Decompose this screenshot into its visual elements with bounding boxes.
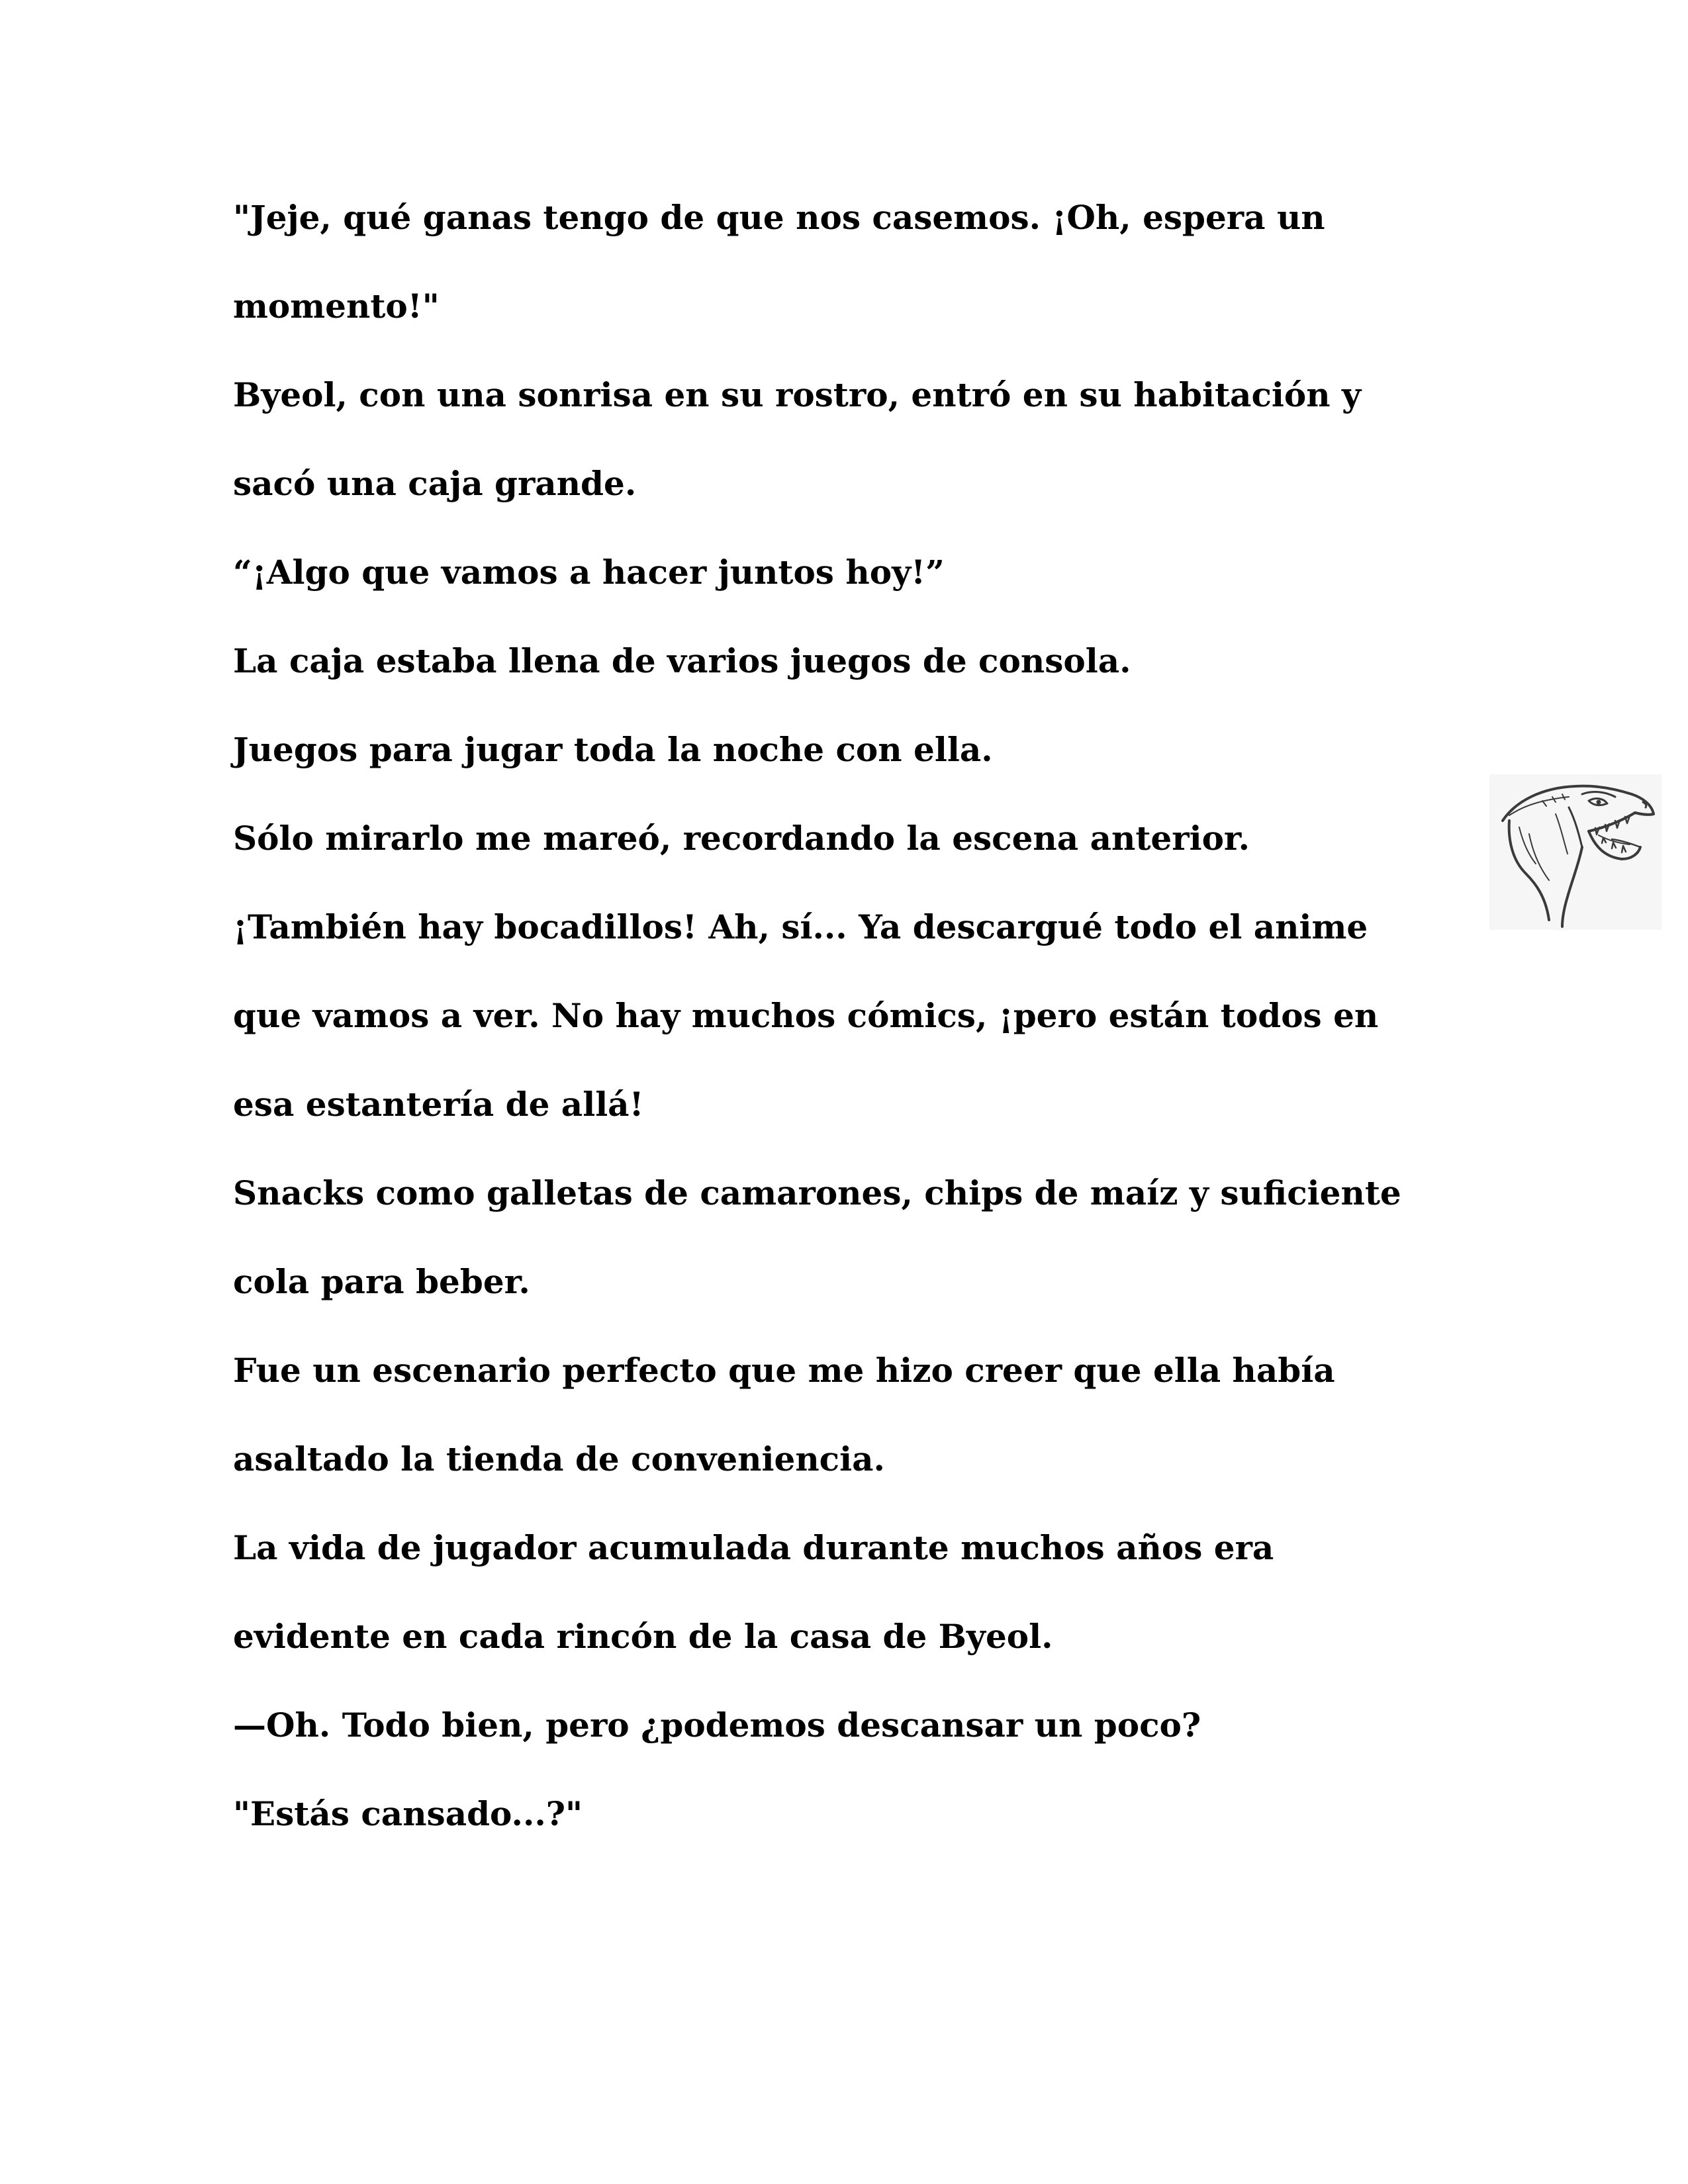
text-line: sacó una caja grande. [233, 464, 637, 503]
text-line: que vamos a ver. No hay muchos cómics, ¡pero están todos en [233, 996, 1379, 1035]
text-line: Byeol, con una sonrisa en su rostro, entró en su habitación y [233, 375, 1362, 414]
text-line: Juegos para jugar toda la noche con ella. [233, 730, 993, 769]
dinosaur-head-sketch-icon [1489, 774, 1662, 930]
body-text [233, 173, 1491, 1858]
text-line: asaltado la tienda de conveniencia. [233, 1439, 885, 1479]
text-line: ¡También hay bocadillos! Ah, sí... Ya descargué todo el anime [233, 907, 1368, 946]
text-line: momento!" [233, 287, 440, 326]
text-line: “¡Algo que vamos a hacer juntos hoy!” [233, 553, 945, 592]
text-line: "Estás cansado...?" [233, 1794, 583, 1833]
text-line: Snacks como galletas de camarones, chips de maíz y suficiente [233, 1173, 1401, 1212]
text-line: Sólo mirarlo me mareó, recordando la escena anterior. [233, 819, 1250, 858]
text-line: La caja estaba llena de varios juegos de consola. [233, 641, 1131, 680]
text-line: evidente en cada rincón de la casa de Byeol. [233, 1617, 1053, 1656]
text-line: —Oh. Todo bien, pero ¿podemos descansar un poco? [233, 1706, 1201, 1745]
text-line: Fue un escenario perfecto que me hizo creer que ella había [233, 1351, 1335, 1390]
text-line: La vida de jugador acumulada durante muchos años era [233, 1528, 1274, 1567]
text-line: esa estantería de allá! [233, 1085, 644, 1124]
text-line: cola para beber. [233, 1262, 530, 1301]
text-line: "Jeje, qué ganas tengo de que nos casemos. ¡Oh, espera un [233, 198, 1325, 237]
